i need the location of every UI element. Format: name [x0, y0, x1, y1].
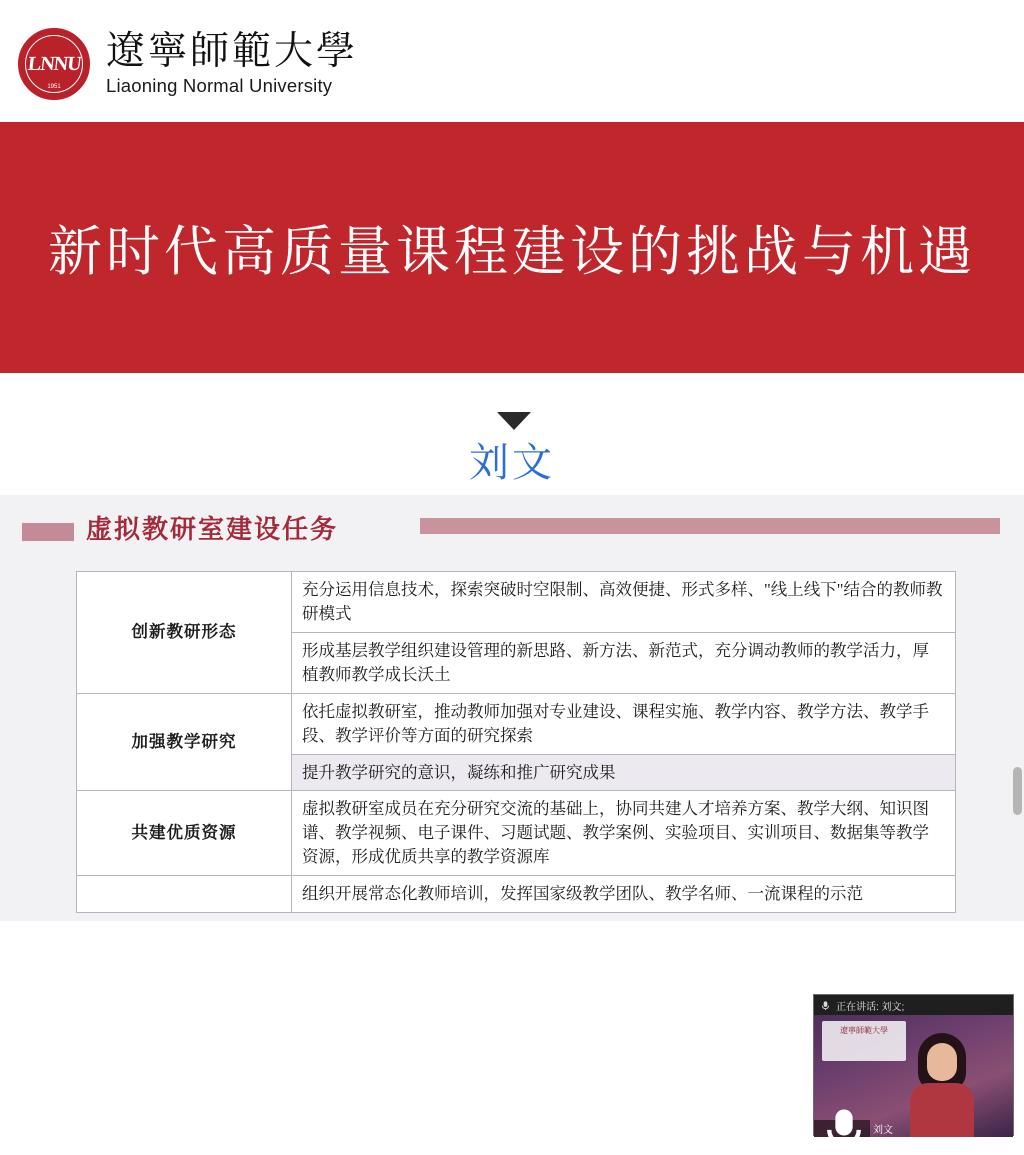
microphone-icon: [818, 1103, 870, 1155]
seal-year: 1951: [47, 84, 61, 90]
slide-heading-decoration: [22, 523, 74, 541]
screen-share-region[interactable]: [0, 495, 1024, 1136]
shared-slide: [0, 495, 1024, 921]
triangle-down-icon: [497, 412, 531, 430]
table-content-cell: 形成基层教学组织建设管理的新思路、新方法、新范式，充分调动教师的教学活力，厚植教师教学成长沃土: [292, 632, 956, 693]
participant-video-thumbnail[interactable]: [813, 994, 1014, 1136]
speaker-area: [0, 373, 1024, 495]
table-row: [77, 693, 956, 754]
university-logo: [18, 28, 358, 100]
slide-heading-bar: [420, 518, 1000, 534]
person-body: [910, 1083, 974, 1137]
table-content-cell: 虚拟教研室成员在充分研究交流的基础上，协同共建人才培养方案、教学大纲、知识图谱、教学视频、电子课件、习题试题、教学案例、实验项目、实训项目、数据集等教学资源，形成优质共享的教学资源库: [292, 791, 956, 876]
participant-name: 刘文: [873, 1125, 893, 1136]
microphone-icon: [820, 1000, 831, 1011]
participant-name-badge: [814, 1120, 893, 1137]
table-row: [77, 791, 956, 876]
speaker-name: 刘文: [469, 440, 555, 485]
table-category-cell: [77, 876, 292, 913]
table-row: [77, 876, 956, 913]
table-row: [77, 572, 956, 633]
table-content-cell: 依托虚拟教研室，推动教师加强对专业建设、课程实施、教学内容、教学方法、教学手段、教学评价等方面的研究探索: [292, 693, 956, 754]
table-category-cell: 加强教学研究: [77, 693, 292, 791]
university-name-en: Liaoning Normal University: [106, 75, 333, 97]
video-feed[interactable]: [814, 1015, 1013, 1137]
presentation-title-banner: [0, 122, 1024, 373]
seal-monogram: LNNU: [26, 53, 82, 75]
slide-heading-row: [0, 509, 1024, 549]
background-banner: 遼寧師範大學: [822, 1021, 906, 1061]
university-seal-icon: [18, 28, 90, 100]
table-category-cell: 共建优质资源: [77, 791, 292, 876]
table-content-cell: 提升教学研究的意识，凝练和推广研究成果: [292, 754, 956, 791]
share-scrollbar[interactable]: [1013, 767, 1022, 815]
table-content-cell: 组织开展常态化教师培训，发挥国家级教学团队、教学名师、一流课程的示范: [292, 876, 956, 913]
slide-content-table: [76, 571, 956, 913]
slide-heading: 虚拟教研室建设任务: [86, 515, 339, 544]
presentation-title: 新时代高质量课程建设的挑战与机遇: [48, 222, 976, 282]
person-figure: [910, 1033, 974, 1137]
person-face: [927, 1043, 957, 1081]
active-speaker-label: 正在讲话: 刘文;: [836, 1001, 905, 1013]
table-category-cell: 创新教研形态: [77, 572, 292, 694]
university-name-block: [106, 31, 358, 97]
table-content-cell: 充分运用信息技术，探索突破时空限制、高效便捷、形式多样、"线上线下"结合的教师教研模式: [292, 572, 956, 633]
university-name-cn: 遼寧師範大學: [106, 29, 359, 73]
university-header: [0, 0, 1024, 122]
active-speaker-bar: [814, 995, 1013, 1015]
